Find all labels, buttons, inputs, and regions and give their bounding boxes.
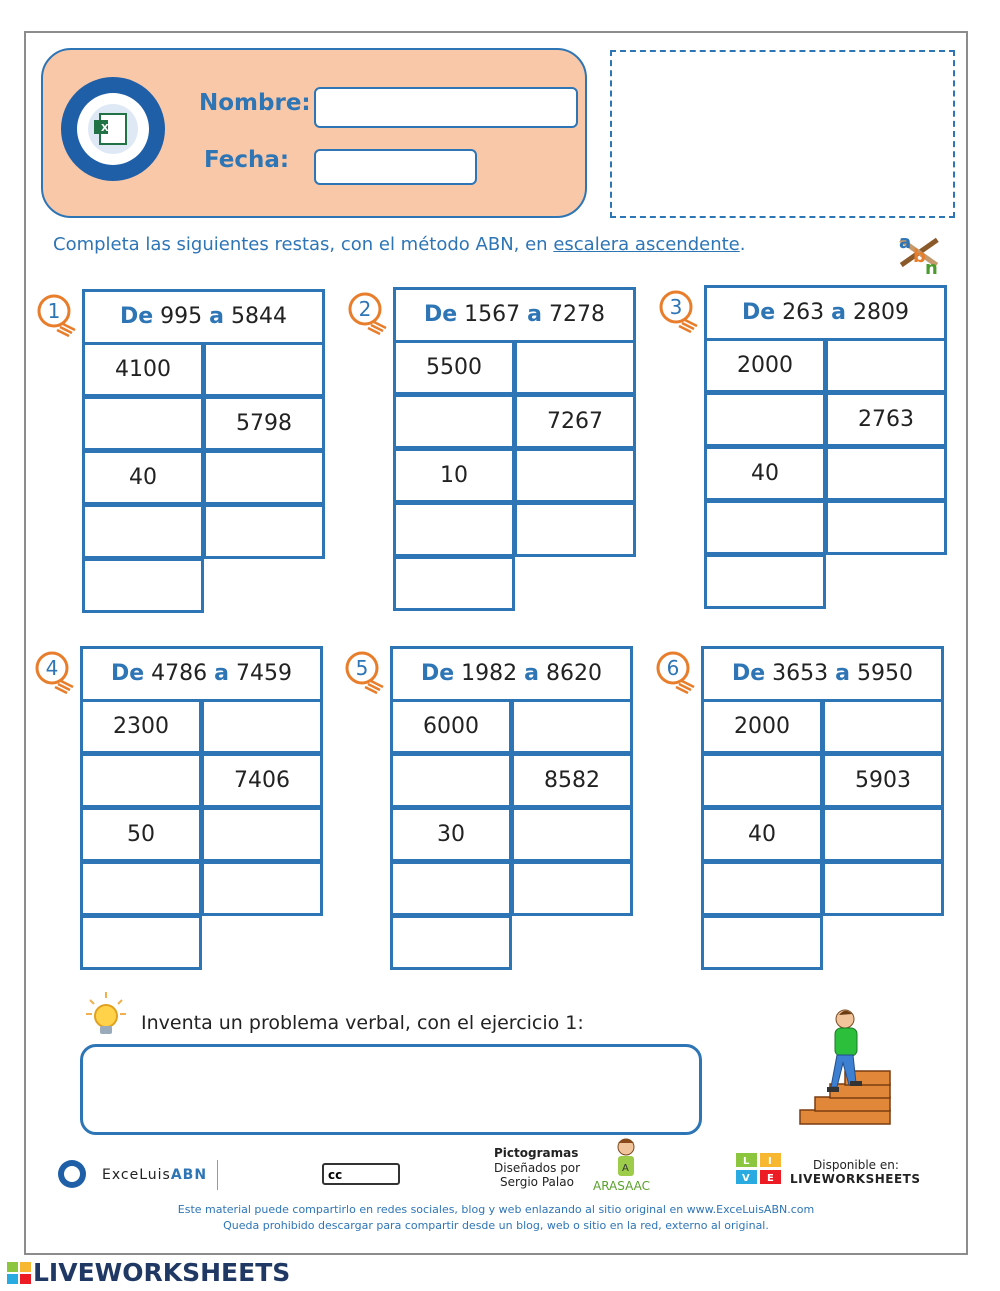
name-input[interactable] (314, 87, 578, 128)
result-cell[interactable] (203, 504, 325, 559)
subtract-cell: 40 (704, 446, 826, 501)
footer-divider (217, 1160, 218, 1190)
result-cell: 7267 (514, 394, 636, 449)
problem-prompt: Inventa un problema verbal, con el ejercicio 1: (141, 1012, 584, 1034)
subtract-cell[interactable] (80, 861, 202, 916)
result-cell[interactable] (201, 861, 323, 916)
subtract-cell: 6000 (390, 699, 512, 754)
date-input[interactable] (314, 149, 477, 185)
subtract-cell: 5500 (393, 340, 515, 395)
svg-text:E: E (767, 1173, 774, 1184)
subtract-cell: 4100 (82, 342, 204, 397)
subtract-cell: 2300 (80, 699, 202, 754)
result-cell[interactable] (201, 699, 323, 754)
subtract-cell[interactable] (390, 915, 512, 970)
result-cell[interactable] (201, 807, 323, 862)
subtract-cell[interactable] (393, 394, 515, 449)
picto-line1: Diseñados por (494, 1161, 581, 1175)
subtract-cell: 50 (80, 807, 202, 862)
abn-logo (893, 226, 945, 276)
subtract-cell: 40 (82, 450, 204, 505)
exercise-header: De 1567 a 7278 (393, 287, 636, 343)
exercise-header: De 4786 a 7459 (80, 646, 323, 702)
problem-answer-box[interactable] (80, 1044, 702, 1135)
subtract-cell[interactable] (390, 861, 512, 916)
svg-text:5: 5 (355, 656, 369, 680)
subtract-cell: 2000 (704, 338, 826, 393)
subtract-cell: 30 (390, 807, 512, 862)
result-cell[interactable] (511, 699, 633, 754)
drawing-area (610, 50, 955, 218)
svg-text:I: I (768, 1156, 772, 1167)
result-cell: 5798 (203, 396, 325, 451)
subtract-cell[interactable] (704, 500, 826, 555)
result-cell[interactable] (514, 340, 636, 395)
result-cell: 2763 (825, 392, 947, 447)
picto-title: Pictogramas (494, 1146, 579, 1160)
svg-text:L: L (743, 1156, 750, 1167)
result-cell: 5903 (822, 753, 944, 808)
arasaac-label: ARASAAC (593, 1179, 651, 1193)
result-cell[interactable] (511, 807, 633, 862)
exercise-number-icon (345, 289, 389, 339)
subtract-cell[interactable] (390, 753, 512, 808)
svg-text:1: 1 (47, 299, 61, 323)
subtract-cell[interactable] (701, 861, 823, 916)
result-cell[interactable] (822, 861, 944, 916)
svg-text:b: b (913, 246, 926, 267)
name-label: Nombre: (199, 90, 311, 116)
svg-text:2: 2 (358, 297, 372, 321)
result-cell[interactable] (822, 699, 944, 754)
footer-note-2: Queda prohibido descargar para compartir desde un blog, web o sitio en la red, externo al original. (223, 1219, 769, 1232)
liveworksheets-label: LIVEWORKSHEETS (790, 1172, 921, 1186)
cc-license-badge: cc (322, 1163, 400, 1185)
result-cell[interactable] (825, 446, 947, 501)
subtract-cell: 10 (393, 448, 515, 503)
live-blocks-logo (736, 1153, 782, 1185)
liveworksheets-bottom-logo[interactable]: LIVEWORKSHEETS (33, 1258, 291, 1287)
subtract-cell: 2000 (701, 699, 823, 754)
result-cell[interactable] (203, 450, 325, 505)
result-cell: 7406 (201, 753, 323, 808)
subtract-cell[interactable] (704, 392, 826, 447)
exercise-header: De 263 a 2809 (704, 285, 947, 341)
subtract-cell[interactable] (704, 554, 826, 609)
lightbulb-icon (84, 990, 128, 1040)
stairs-climber-icon (795, 1005, 895, 1130)
result-cell[interactable] (825, 500, 947, 555)
result-cell: 8582 (511, 753, 633, 808)
arasaac-figure-icon (596, 1137, 656, 1179)
exceluis-brand: ExceLuisABN (102, 1167, 208, 1183)
instruction-text: Completa las siguientes restas, con el método ABN, en escalera ascendente. (53, 234, 746, 255)
subtract-cell[interactable] (82, 396, 204, 451)
subtract-cell[interactable] (82, 504, 204, 559)
subtract-cell[interactable] (393, 502, 515, 557)
picto-line2: Sergio Palao (500, 1175, 574, 1189)
svg-text:X: X (101, 123, 109, 134)
subtract-cell[interactable] (701, 915, 823, 970)
exceluis-small-logo (52, 1158, 92, 1190)
svg-text:V: V (742, 1173, 750, 1184)
exercise-number-icon (34, 291, 78, 341)
excelusis-logo (58, 70, 168, 188)
exercise-number-icon (342, 648, 386, 698)
available-label: Disponible en: (813, 1158, 899, 1172)
svg-text:A: A (622, 1163, 629, 1174)
instruction-link: escalera ascendente (553, 234, 740, 255)
exercise-number-icon (653, 648, 697, 698)
svg-text:n: n (925, 258, 938, 276)
exercise-header: De 1982 a 8620 (390, 646, 633, 702)
lw-bottom-blocks-icon (7, 1262, 31, 1284)
result-cell[interactable] (511, 861, 633, 916)
result-cell[interactable] (822, 807, 944, 862)
result-cell[interactable] (825, 338, 947, 393)
subtract-cell[interactable] (80, 915, 202, 970)
exercise-number-icon (32, 648, 76, 698)
footer-note-1: Este material puede compartirlo en redes sociales, blog y web enlazando al sitio original en www.ExceLuisABN.com (177, 1203, 815, 1216)
subtract-cell[interactable] (80, 753, 202, 808)
exercise-number-icon (656, 287, 700, 337)
subtract-cell[interactable] (82, 558, 204, 613)
subtract-cell: 40 (701, 807, 823, 862)
exercise-header: De 995 a 5844 (82, 289, 325, 345)
svg-text:a: a (899, 232, 912, 253)
result-cell[interactable] (203, 342, 325, 397)
subtract-cell[interactable] (393, 556, 515, 611)
result-cell[interactable] (514, 448, 636, 503)
date-label: Fecha: (204, 147, 290, 173)
subtract-cell[interactable] (701, 753, 823, 808)
exercise-header: De 3653 a 5950 (701, 646, 944, 702)
svg-text:4: 4 (45, 656, 59, 680)
svg-text:3: 3 (669, 295, 683, 319)
result-cell[interactable] (514, 502, 636, 557)
svg-text:6: 6 (666, 656, 680, 680)
